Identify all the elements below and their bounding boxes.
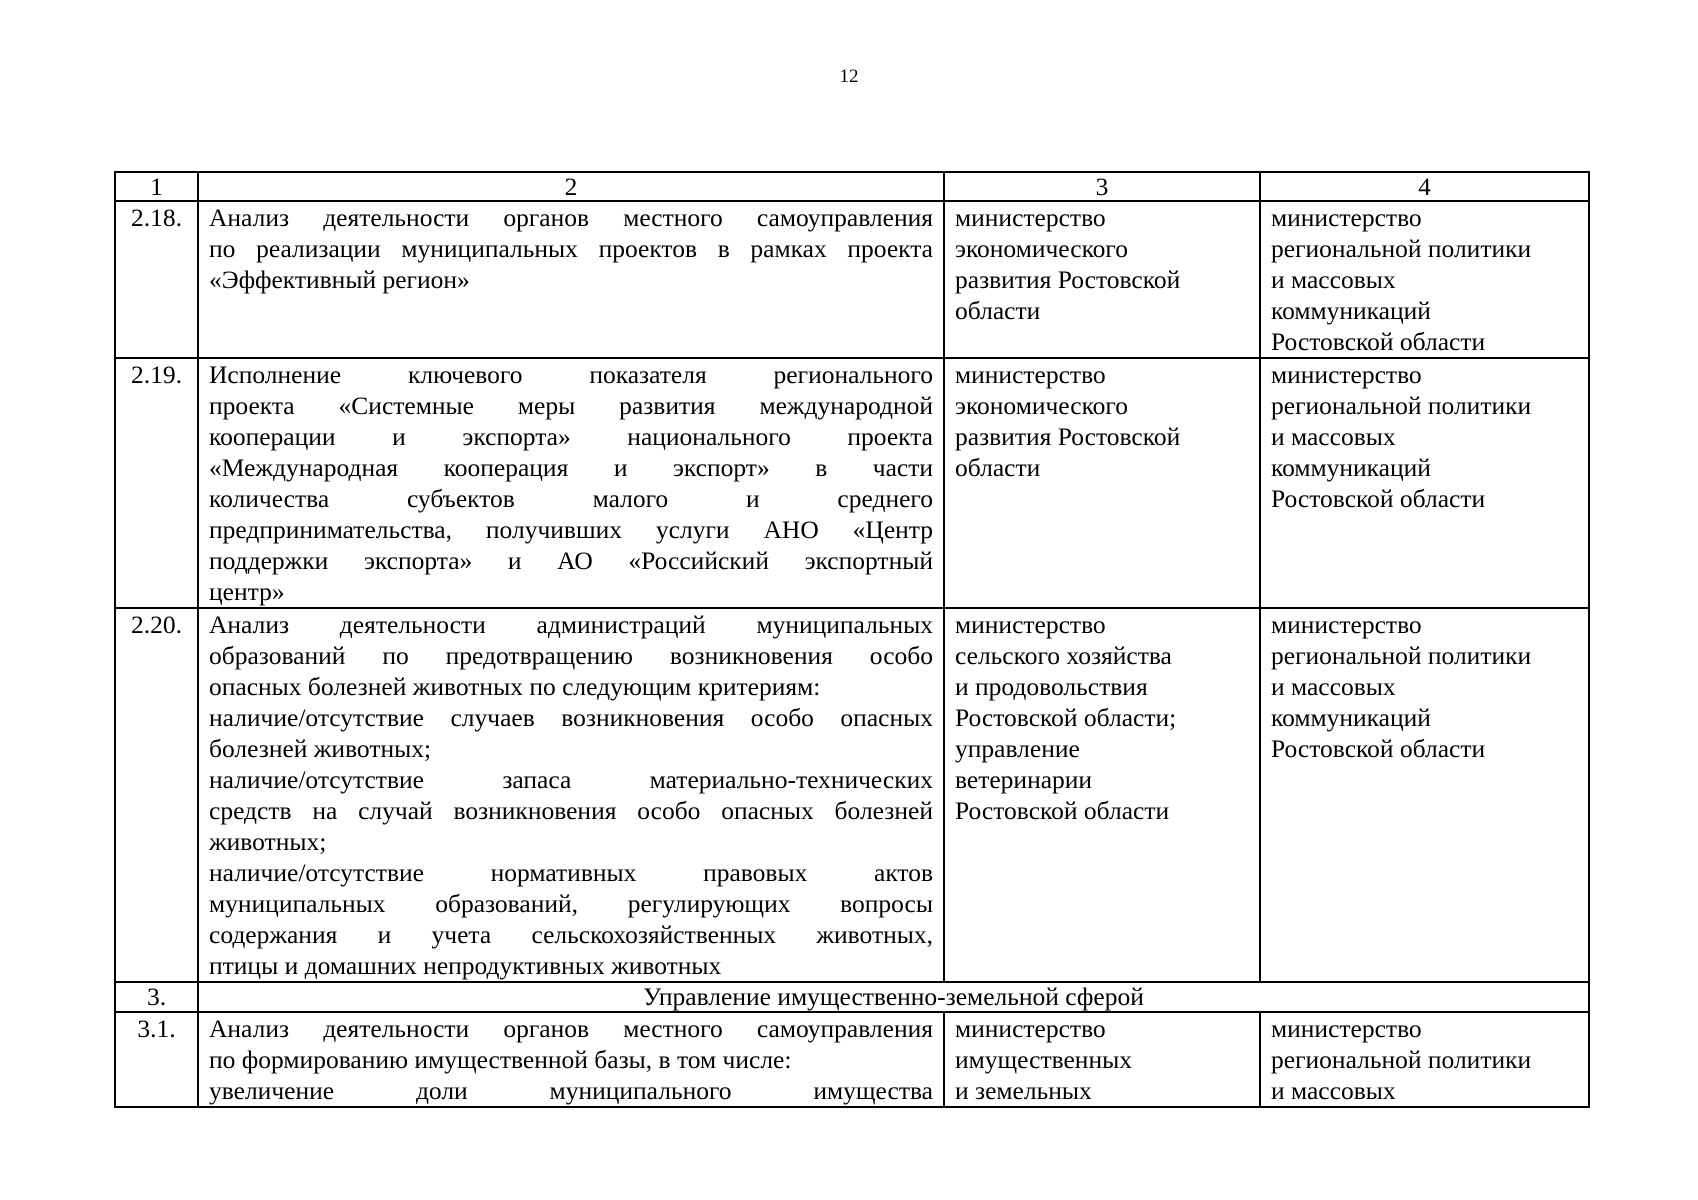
cell-text-line: Ростовской области bbox=[1271, 327, 1486, 356]
cell-text-line: региональной политики bbox=[1271, 1045, 1532, 1074]
cell-text-line: Ростовской области bbox=[955, 796, 1170, 825]
cell-text-line: проекта «Системные меры развития международной bbox=[209, 391, 933, 420]
cell-text-line: содержания и учета сельскохозяйственных животных, bbox=[209, 920, 933, 949]
cell-text-line: и массовых bbox=[1271, 422, 1396, 451]
table-row bbox=[115, 1012, 1589, 1107]
cell-text-line: министерство bbox=[955, 360, 1106, 389]
cell-text-line: по формированию имущественной базы, в том числе: bbox=[209, 1045, 792, 1074]
column-number-3: 3 bbox=[944, 172, 1260, 201]
cell-text-line: сельского хозяйства bbox=[955, 641, 1172, 670]
cell-text-line: Ростовской области bbox=[1271, 484, 1486, 513]
event-description bbox=[198, 608, 944, 982]
co-executor bbox=[1260, 358, 1589, 608]
event-description bbox=[198, 201, 944, 358]
cell-text-line: развития Ростовской bbox=[955, 422, 1181, 451]
cell-text-line: региональной политики bbox=[1271, 641, 1532, 670]
event-description bbox=[198, 1012, 944, 1107]
cell-text-line: имущественных bbox=[955, 1045, 1132, 1074]
cell-text-line: региональной политики bbox=[1271, 391, 1532, 420]
cell-text-line: Ростовской области; bbox=[955, 703, 1177, 732]
section-row bbox=[115, 982, 1589, 1012]
column-number-4: 4 bbox=[1260, 172, 1589, 201]
column-number-2: 2 bbox=[198, 172, 944, 201]
co-executor bbox=[1260, 201, 1589, 358]
row-number: 2.18. bbox=[115, 201, 198, 358]
cell-text-line: кооперации и экспорта» национального проекта bbox=[209, 422, 933, 451]
cell-text-line: «Международная кооперация и экспорт» в части bbox=[209, 453, 933, 482]
table-row bbox=[115, 358, 1589, 608]
row-number: 3.1. bbox=[115, 1012, 198, 1107]
cell-text-line: Анализ деятельности органов местного самоуправления bbox=[209, 203, 933, 232]
cell-text-line: средств на случай возникновения особо опасных болезней bbox=[209, 796, 933, 825]
cell-text-line: животных; bbox=[209, 827, 327, 856]
cell-text-line: министерство bbox=[955, 203, 1106, 232]
cell-text-line: наличие/отсутствие запаса материально-технических bbox=[209, 765, 933, 794]
cell-text-line: коммуникаций bbox=[1271, 703, 1431, 732]
cell-text-line: экономического bbox=[955, 234, 1128, 263]
cell-text-line: министерство bbox=[1271, 610, 1422, 639]
row-number: 2.20. bbox=[115, 608, 198, 982]
cell-text-line: опасных болезней животных по следующим критериям: bbox=[209, 672, 821, 701]
cell-text-line: министерство bbox=[1271, 1014, 1422, 1043]
cell-text-line: и земельных bbox=[955, 1076, 1092, 1105]
cell-text-line: «Эффективный регион» bbox=[209, 265, 470, 294]
cell-text-line: количества субъектов малого и среднего bbox=[209, 484, 933, 513]
cell-text-line: предпринимательства, получивших услуги АНО «Центр bbox=[209, 515, 933, 544]
cell-text-line: министерство bbox=[955, 1014, 1106, 1043]
row-number: 2.19. bbox=[115, 358, 198, 608]
cell-text-line: наличие/отсутствие случаев возникновения особо опасных bbox=[209, 703, 933, 732]
cell-text-line: области bbox=[955, 453, 1041, 482]
event-description bbox=[198, 358, 944, 608]
cell-text-line: увеличение доли муниципального имущества bbox=[209, 1076, 933, 1105]
cell-text-line: министерство bbox=[955, 610, 1106, 639]
section-title: Управление имущественно-земельной сферой bbox=[198, 982, 1589, 1012]
responsible-executor bbox=[944, 1012, 1260, 1107]
responsible-executor bbox=[944, 608, 1260, 982]
cell-text-line: ветеринарии bbox=[955, 765, 1093, 794]
cell-text-line: Исполнение ключевого показателя регионального bbox=[209, 360, 933, 389]
plan-table bbox=[114, 171, 1590, 1108]
cell-text-line: и массовых bbox=[1271, 1076, 1396, 1105]
section-number: 3. bbox=[115, 982, 198, 1012]
cell-text-line: птицы и домашних непродуктивных животных bbox=[209, 951, 722, 980]
cell-text-line: Анализ деятельности администраций муниципальных bbox=[209, 610, 933, 639]
column-number-1: 1 bbox=[115, 172, 198, 201]
cell-text-line: Анализ деятельности органов местного самоуправления bbox=[209, 1014, 933, 1043]
co-executor bbox=[1260, 608, 1589, 982]
co-executor bbox=[1260, 1012, 1589, 1107]
cell-text-line: по реализации муниципальных проектов в рамках проекта bbox=[209, 234, 933, 263]
cell-text-line: болезней животных; bbox=[209, 734, 432, 763]
cell-text-line: коммуникаций bbox=[1271, 453, 1431, 482]
cell-text-line: министерство bbox=[1271, 360, 1422, 389]
cell-text-line: области bbox=[955, 296, 1041, 325]
cell-text-line: наличие/отсутствие нормативных правовых актов bbox=[209, 858, 933, 887]
table-row bbox=[115, 608, 1589, 982]
cell-text-line: поддержки экспорта» и АО «Российский экспортный bbox=[209, 546, 933, 575]
cell-text-line: управление bbox=[955, 734, 1080, 763]
cell-text-line: и массовых bbox=[1271, 672, 1396, 701]
cell-text-line: региональной политики bbox=[1271, 234, 1532, 263]
page-number: 12 bbox=[839, 66, 859, 87]
cell-text-line: и массовых bbox=[1271, 265, 1396, 294]
cell-text-line: министерство bbox=[1271, 203, 1422, 232]
table-row bbox=[115, 201, 1589, 358]
cell-text-line: экономического bbox=[955, 391, 1128, 420]
cell-text-line: коммуникаций bbox=[1271, 296, 1431, 325]
cell-text-line: и продовольствия bbox=[955, 672, 1148, 701]
table-header-row bbox=[115, 172, 1589, 201]
cell-text-line: центр» bbox=[209, 577, 285, 606]
responsible-executor bbox=[944, 201, 1260, 358]
cell-text-line: муниципальных образований, регулирующих вопросы bbox=[209, 889, 933, 918]
cell-text-line: Ростовской области bbox=[1271, 734, 1486, 763]
responsible-executor bbox=[944, 358, 1260, 608]
cell-text-line: образований по предотвращению возникновения особо bbox=[209, 641, 933, 670]
cell-text-line: развития Ростовской bbox=[955, 265, 1181, 294]
